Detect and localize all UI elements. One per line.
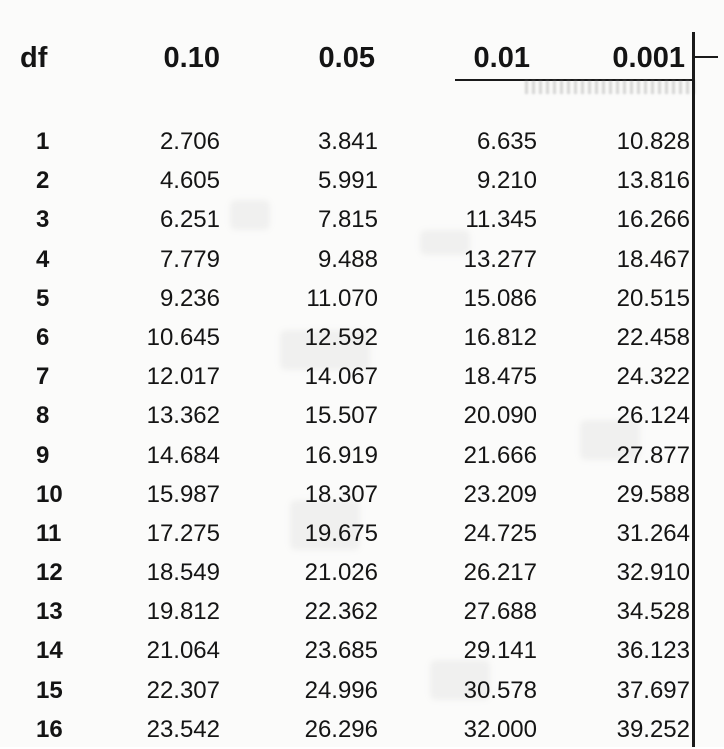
value-cell-0-10: 14.684 — [146, 441, 220, 469]
df-cell: 9 — [36, 441, 50, 469]
df-cell: 8 — [36, 402, 50, 430]
value-cell-0-001: 37.697 — [616, 676, 690, 704]
value-cell-0-10: 19.812 — [146, 598, 220, 626]
value-cell-0-05: 9.488 — [317, 245, 378, 273]
value-cell-0-05: 21.026 — [304, 559, 378, 587]
value-cell-0-05: 5.991 — [317, 167, 378, 195]
value-cell-0-01: 30.578 — [463, 676, 537, 704]
table-row — [0, 553, 724, 592]
value-cell-0-05: 18.307 — [304, 480, 378, 508]
value-cell-0-01: 15.086 — [463, 284, 537, 312]
value-cell-0-05: 11.070 — [306, 284, 378, 312]
value-cell-0-10: 22.307 — [146, 676, 220, 704]
df-cell: 4 — [36, 245, 50, 273]
df-cell: 15 — [36, 676, 63, 704]
value-cell-0-05: 14.067 — [304, 363, 378, 391]
table-row — [0, 592, 724, 631]
value-cell-0-01: 26.217 — [463, 559, 537, 587]
value-cell-0-001: 31.264 — [616, 519, 690, 547]
header-alpha-0-01: 0.01 — [473, 42, 530, 74]
df-cell: 5 — [36, 284, 50, 312]
df-cell: 3 — [36, 206, 50, 234]
value-cell-0-001: 24.322 — [616, 363, 690, 391]
value-cell-0-01: 23.209 — [463, 480, 537, 508]
value-cell-0-10: 6.251 — [159, 206, 220, 234]
table-row — [0, 279, 724, 318]
value-cell-0-05: 24.996 — [304, 676, 378, 704]
df-cell: 6 — [36, 323, 50, 351]
value-cell-0-10: 4.605 — [159, 167, 220, 195]
value-cell-0-01: 21.666 — [463, 441, 537, 469]
table-row — [0, 631, 724, 670]
value-cell-0-001: 13.816 — [616, 167, 690, 195]
df-cell: 13 — [36, 598, 63, 626]
df-cell: 12 — [36, 559, 63, 587]
df-cell: 1 — [36, 128, 50, 155]
value-cell-0-001: 29.588 — [616, 480, 690, 508]
value-cell-0-01: 11.345 — [465, 206, 537, 234]
value-cell-0-01: 29.141 — [463, 637, 537, 665]
value-cell-0-01: 32.000 — [463, 715, 537, 743]
value-cell-0-01: 18.475 — [463, 363, 537, 391]
value-cell-0-05: 23.685 — [304, 637, 378, 665]
header-rule-tick — [692, 56, 718, 58]
value-cell-0-05: 19.675 — [304, 519, 378, 547]
value-cell-0-10: 10.645 — [146, 323, 220, 351]
value-cell-0-01: 24.725 — [463, 519, 537, 547]
scan-artifact — [525, 80, 695, 94]
table-row — [0, 436, 724, 475]
value-cell-0-05: 15.507 — [304, 402, 378, 430]
value-cell-0-001: 20.515 — [616, 284, 690, 312]
value-cell-0-10: 21.064 — [146, 637, 220, 665]
value-cell-0-05: 3.841 — [317, 128, 378, 155]
value-cell-0-01: 20.090 — [463, 402, 537, 430]
value-cell-0-05: 22.362 — [304, 598, 378, 626]
table-body — [0, 122, 724, 749]
value-cell-0-05: 26.296 — [304, 715, 378, 743]
header-alpha-0-05: 0.05 — [318, 42, 375, 74]
table-row — [0, 240, 724, 279]
table-row — [0, 161, 724, 200]
value-cell-0-001: 26.124 — [616, 402, 690, 430]
table-row — [0, 475, 724, 514]
df-cell: 10 — [36, 480, 63, 508]
value-cell-0-001: 10.828 — [616, 128, 690, 155]
value-cell-0-001: 18.467 — [616, 245, 690, 273]
value-cell-0-10: 17.275 — [146, 519, 220, 547]
value-cell-0-10: 15.987 — [146, 480, 220, 508]
df-cell: 11 — [36, 519, 62, 547]
df-cell: 14 — [36, 637, 63, 665]
value-cell-0-001: 32.910 — [616, 559, 690, 587]
value-cell-0-001: 16.266 — [616, 206, 690, 234]
value-cell-0-10: 7.779 — [159, 245, 220, 273]
value-cell-0-05: 12.592 — [304, 323, 378, 351]
table-row — [0, 710, 724, 749]
table-row — [0, 514, 724, 553]
value-cell-0-001: 34.528 — [616, 598, 690, 626]
value-cell-0-10: 9.236 — [159, 284, 220, 312]
value-cell-0-001: 36.123 — [616, 637, 690, 665]
value-cell-0-05: 7.815 — [317, 206, 378, 234]
value-cell-0-001: 22.458 — [616, 323, 690, 351]
df-cell: 7 — [36, 363, 50, 391]
header-alpha-0-001: 0.001 — [612, 42, 685, 74]
value-cell-0-10: 18.549 — [146, 559, 220, 587]
value-cell-0-01: 13.277 — [463, 245, 537, 273]
value-cell-0-01: 9.210 — [476, 167, 537, 195]
header-df: df — [20, 42, 48, 74]
df-cell: 2 — [36, 167, 50, 195]
value-cell-0-01: 27.688 — [463, 598, 537, 626]
value-cell-0-01: 6.635 — [476, 128, 537, 155]
value-cell-0-01: 16.812 — [463, 323, 537, 351]
value-cell-0-10: 2.706 — [159, 128, 220, 155]
table-row — [0, 396, 724, 435]
value-cell-0-10: 23.542 — [146, 715, 220, 743]
value-cell-0-05: 16.919 — [304, 441, 378, 469]
df-cell: 16 — [36, 715, 63, 743]
header-alpha-0-10: 0.10 — [163, 42, 220, 74]
value-cell-0-10: 13.362 — [146, 402, 220, 430]
table-row — [0, 122, 724, 161]
table-row — [0, 357, 724, 396]
value-cell-0-10: 12.017 — [146, 363, 220, 391]
value-cell-0-001: 39.252 — [616, 715, 690, 743]
table-row — [0, 200, 724, 239]
value-cell-0-001: 27.877 — [616, 441, 690, 469]
table-row — [0, 671, 724, 710]
table-row — [0, 318, 724, 357]
